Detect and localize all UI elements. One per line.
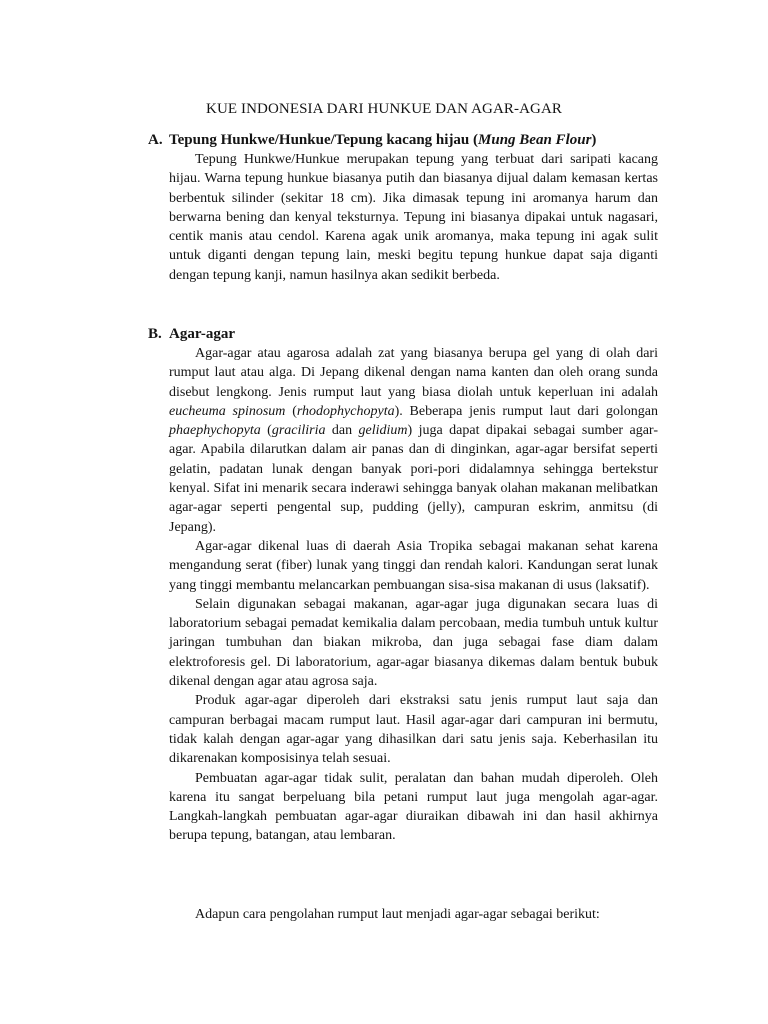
section-a-heading [148, 130, 658, 150]
section-a-heading-pre: Tepung Hunkwe/Hunkue/Tepung kacang hijau ( [169, 132, 479, 148]
paragraph-text: Pembuatan agar-agar tidak sulit, peralatan dan bahan mudah diperoleh. Oleh karena itu sangat berpeluang bila petani rumput laut juga mengolah agar-agar. Langkah-langkah pembuatan agar-agar diuraikan dibawah ini dan hasil akhirnya berupa tepung, batangan, atau lembaran. [169, 770, 658, 844]
paragraph [169, 691, 658, 768]
paragraph-text: Agar-agar atau agarosa adalah zat yang biasanya berupa gel yang di olah dari rumput laut atau alga. Di Jepang dikenal dengan nama kanten dan oleh orang sunda disebut lengkong. Jenis rumput laut yang biasa diolah untuk keperluan ini adalah [169, 346, 658, 400]
section-a-heading-post: ) [591, 132, 597, 148]
species-name: eucheuma spinosum [169, 403, 286, 419]
paragraph [169, 344, 658, 537]
section-b-body [169, 344, 658, 846]
paragraph-text: Produk agar-agar diperoleh dari ekstraksi satu jenis rumput laut saja dan campuran berbagai macam rumput laut. Hasil agar-agar dari campuran ini bermutu, tidak kalah dengan agar-agar yang dihasilkan dari satu jenis saja. Keberhasilan itu dikarenakan komposisinya telah sesuai. [169, 693, 658, 767]
section-a-heading-text [169, 130, 596, 150]
paragraph-text: dan [325, 423, 359, 439]
section-b-heading-pre: Agar-agar [169, 326, 236, 342]
species-name: phaephychopyta [169, 423, 261, 439]
paragraph [169, 537, 658, 595]
paragraph-text: ( [260, 423, 272, 439]
paragraph-text: Tepung Hunkwe/Hunkue merupakan tepung yang terbuat dari saripati kacang hijau. Warna tepung hunkue biasanya putih dan biasanya dijual dalam kemasan kertas berbentuk silinder (sekitar 18 cm). Jika dimasak tepung ini aromanya harum dan berwarna bening dan kenyal teksturnya. Tepung ini biasanya dipakai untuk nagasari, centik manis atau cendol. Karena agak unik aromanya, maka tepung ini agak sulit untuk diganti dengan tepung lain, meski begitu tepung hunkue dapat saja diganti dengan tepung kanji, namun hasilnya akan sedikit berbeda. [169, 152, 658, 283]
paragraph [169, 769, 658, 846]
species-name: graciliria [271, 423, 326, 439]
paragraph-text: Selain digunakan sebagai makanan, agar-agar juga digunakan secara luas di laboratorium sebagai pemadat kemikalia dalam percobaan, media tumbuh untuk kultur jaringan tumbuhan dan biakan mikroba, dan juga sebagai fase diam dalam elektroforesis gel. Di laboratorium, agar-agar biasanya dikemas dalam bentuk bubuk dikenal dengan agar atau agrosa saja. [169, 596, 658, 690]
section-b-heading-text [169, 324, 235, 344]
paragraph [169, 150, 658, 285]
species-name: gelidium [358, 423, 408, 439]
paragraph [169, 595, 658, 691]
section-a-body [169, 150, 658, 285]
paragraph-text: Agar-agar dikenal luas di daerah Asia Tropika sebagai makanan sehat karena mengandung serat (fiber) lunak yang tinggi dan rendah kalori. Kandungan serat lunak yang tinggi membantu melancarkan pembuangan sisa-sisa makanan di usus (laksatif). [169, 538, 658, 593]
section-b [148, 324, 658, 846]
species-name: rhodophychopyta [296, 403, 395, 419]
section-a-letter: A. [148, 132, 163, 148]
paragraph-text: ( [285, 403, 297, 419]
paragraph-text: ) juga dapat dipakai sebagai sumber agar-agar. Apabila dilarutkan dalam air panas dan di dinginkan, agar-agar bersifat seperti gelatin, padatan lunak dengan banyak pori-pori didalamnya sehingga bertekstur kenyal. Sifat ini menarik secara inderawi sehingga banyak olahan makanan melibatkan agar-agar seperti pengental sup, pudding (jelly), campuran eskrim, anmitsu (di Jepang). [169, 423, 658, 535]
section-b-letter: B. [148, 326, 162, 342]
section-b-heading [148, 324, 658, 344]
section-a [148, 130, 658, 285]
section-a-heading-italic: Mung Bean Flour [478, 132, 592, 148]
document-title: KUE INDONESIA DARI HUNKUE DAN AGAR-AGAR [206, 101, 562, 117]
closing-sentence: Adapun cara pengolahan rumput laut menjadi agar-agar sebagai berikut: [195, 907, 600, 922]
paragraph-text: ). Beberapa jenis rumput laut dari golongan [394, 403, 658, 419]
